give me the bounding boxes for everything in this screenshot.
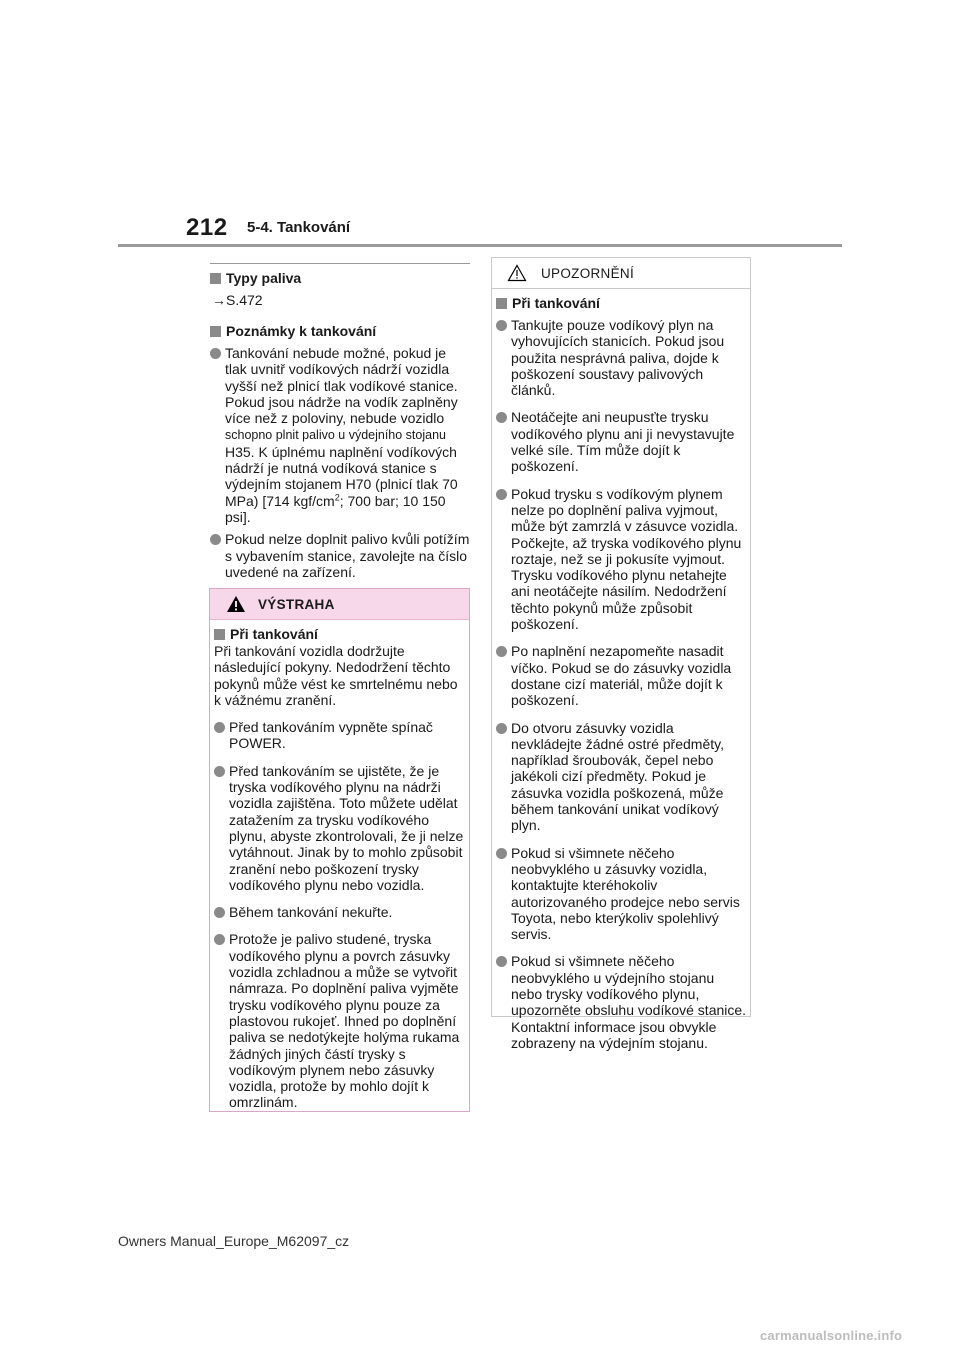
round-bullet-icon [214, 722, 225, 733]
caution-triangle-icon [507, 264, 527, 282]
square-bullet-icon [210, 273, 221, 284]
caution-box [491, 257, 751, 1051]
caution-item: Pokud si všimnete něčeho neobvyklého u výdejního stojanu nebo trysky vodíkového plynu, upozorněte obsluhu vodíkové stanice. Kontaktní informace jsou obvykle zobrazeny na výdejním stojanu. [496, 953, 747, 1051]
section-title: 5-4. Tankování [247, 219, 351, 236]
warning-item: Protože je palivo studené, tryska vodíkového plynu a povrch zásuvky vozidla zchladnou a může se vytvořit námraza. Po doplnění paliva vyjměte trysku vodíkového plynu pouze za plastovou rukojeť. Ihned po doplnění paliva se nedotýkejte holýma rukama žádných jiných částí trysky s vodíkovým plynem nebo zásuvky vozidla, protože by mohlo dojít k omrzlinám. [214, 931, 465, 1110]
warning-heading: Při tankování [214, 626, 465, 643]
round-bullet-icon [214, 934, 225, 945]
round-bullet-icon [496, 412, 507, 423]
round-bullet-icon [214, 907, 225, 918]
section-divider [210, 263, 470, 264]
round-bullet-icon [496, 320, 507, 331]
caution-item: Pokud si všimnete něčeho neobvyklého u zásuvky vozidla, kontaktujte kteréhokoliv autorizovaného prodejce nebo servis Toyota, nebo kterýkoliv spolehlivý servis. [496, 845, 747, 943]
round-bullet-icon [210, 534, 221, 545]
square-bullet-icon [214, 629, 225, 640]
warning-box [209, 588, 470, 1112]
warning-item: Během tankování nekuřte. [214, 904, 465, 920]
page-number: 212 [186, 214, 228, 241]
note-item: Tankování nebude možné, pokud je tlak uvnitř vodíkových nádrží vozidla vyšší než plnicí tlak vodíkové stanice. Pokud jsou nádrže na vodík zaplněny více než z poloviny, nebude vozidlo schopno plnit palivo u výdejního stojanu H35. K úplnému naplnění vodíkových nádrží je nutná vodíková stanice s výdejním stojanem H70 (plnicí tlak 70 MPa) [714 kgf/$cm^2$; 700 bar; 10 150 psi]. [210, 345, 470, 525]
round-bullet-icon [496, 646, 507, 657]
square-bullet-icon [210, 326, 221, 337]
round-bullet-icon [496, 723, 507, 734]
caution-header [492, 258, 750, 289]
fuel-types-reference[interactable]: →S.472 [212, 292, 263, 308]
caution-item: Tankujte pouze vodíkový plyn na vyhovujících stanicích. Pokud jsou použita nesprávná paliva, dojde k poškození soustavy palivových článků. [496, 317, 747, 398]
round-bullet-icon [214, 766, 225, 777]
caution-item: Neotáčejte ani neupusťte trysku vodíkového plynu ani ji nevystavujte velké síle. Tím může dojít k poškození. [496, 409, 747, 474]
round-bullet-icon [496, 848, 507, 859]
warning-triangle-icon [226, 595, 246, 613]
notes-heading: Poznámky k tankování [210, 323, 470, 340]
left-column [210, 263, 470, 586]
caution-item: Pokud trysku s vodíkovým plynem nelze po doplnění paliva vyjmout, může být zamrzlá v zásuvce vozidla. Počkejte, až tryska vodíkového plynu roztaje, než se ji pokusíte vyjmout. Trysku vodíkového plynu netahejte ani neotáčejte násilím. Nedodržení těchto pokynů může způsobit poškození. [496, 486, 747, 633]
warning-title: VÝSTRAHA [258, 596, 335, 612]
caution-item: Do otvoru zásuvky vozidla nevkládejte žádné ostré předměty, například šroubovák, čepel nebo jakékoli cizí předměty. Pokud je zásuvka vozidla poškozená, může během tankování unikat vodíkový plyn. [496, 720, 747, 834]
watermark: carmanualsonline.info [760, 1328, 903, 1343]
footer-text: Owners Manual_Europe_M62097_cz [118, 1233, 350, 1249]
note-item: Pokud nelze doplnit palivo kvůli potížím s vybavením stanice, zavolejte na číslo uvedené na zařízení. [210, 531, 470, 580]
round-bullet-icon [496, 489, 507, 500]
warning-item: Před tankováním vypněte spínač POWER. [214, 719, 465, 752]
warning-header [210, 589, 469, 620]
round-bullet-icon [210, 348, 221, 359]
caution-title: UPOZORNĚNÍ [541, 265, 635, 281]
fuel-types-heading: Typy paliva [210, 270, 470, 287]
header-divider [118, 244, 842, 247]
square-bullet-icon [496, 298, 507, 309]
warning-intro: Při tankování vozidla dodržujte následující pokyny. Nedodržení těchto pokynů může vést ke smrtelnému nebo k vážnému zranění. [214, 643, 458, 708]
caution-item: Po naplnění nezapomeňte nasadit víčko. Pokud se do zásuvky vozidla dostane cizí materiál, může dojít k poškození. [496, 643, 747, 708]
caution-heading: Při tankování [496, 295, 747, 312]
warning-item: Před tankováním se ujistěte, že je tryska vodíkového plynu na nádrži vozidla zajištěna. Toto můžete udělat zatažením za trysku vodíkového plynu, abyste zkontrolovali, že ji nelze vytáhnout. Jinak by to mohlo způsobit zranění nebo poškození trysky vodíkového plynu nebo vozidla. [214, 763, 465, 893]
round-bullet-icon [496, 956, 507, 967]
